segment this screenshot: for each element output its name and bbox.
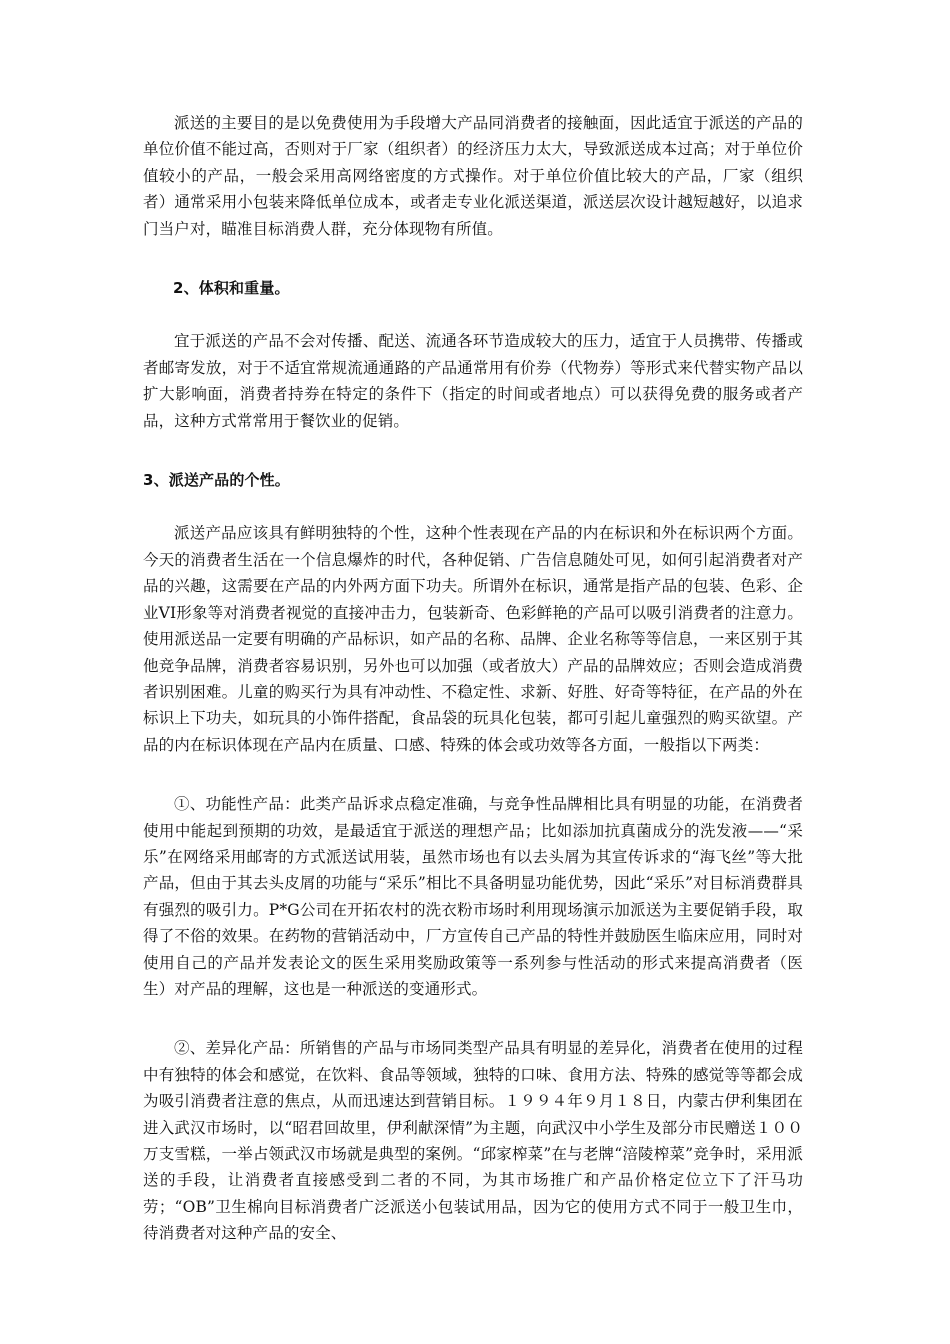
paragraph-functional-products: ①、功能性产品：此类产品诉求点稳定准确，与竞争性品牌相比具有明显的功能，在消费者使用中能起到预期的功效，是最适宜于派送的理想产品；比如添加抗真菌成分的洗发液——“采乐”在网络采用邮寄的方式派送试用装，虽然市场也有以去头屑为其宣传诉求的“海飞丝”等大批产品，但由于其去头皮屑的功能与“采乐”相比不具备明显功能优势，因此“采乐”对目标消费群具有强烈的吸引力。P*G公司在开拓农村的洗衣粉市场时利用现场演示加派送为主要促销手段，取得了不俗的效果。在药物的营销活动中，厂方宣传自己产品的特性并鼓励医生临床应用，同时对使用自己的产品并发表论文的医生采用奖励政策等一系列参与性活动的形式来提高消费者（医生）对产品的理解，这也是一种派送的变通形式。 (143, 795, 803, 998)
heading-spacer (143, 493, 803, 520)
heading-volume-weight: 2、体积和重量。 (173, 279, 290, 298)
document-page (143, 110, 803, 1247)
paragraph-product-personality: 派送产品应该具有鲜明独特的个性，这种个性表现在产品的内在标识和外在标识两个方面。今天的消费者生活在一个信息爆炸的时代，各种促销、广告信息随处可见，如何引起消费者对产品的兴趣，这需要在产品的内外两方面下功夫。所谓外在标识，通常是指产品的包装、色彩、企业VI形象等对消费者视觉的直接冲击力，包装新奇、色彩鲜艳的产品可以吸引消费者的注意力。使用派送品一定要有明确的产品标识，如产品的名称、品牌、企业名称等等信息，一来区别于其他竞争品牌，消费者容易识别，另外也可以加强（或者放大）产品的品牌效应；否则会造成消费者识别困难。儿童的购买行为具有冲动性、不稳定性、求新、好胜、好奇等特征，在产品的外在标识上下功夫，如玩具的小饰件搭配，食品袋的玩具化包装，都可引起儿童强烈的购买欲望。产品的内在标识体现在产品内在质量、口感、特殊的体会或功效等各方面，一般指以下两类： (143, 524, 803, 754)
heading-spacer (143, 301, 803, 328)
heading-product-personality: 3、派送产品的个性。 (143, 471, 290, 490)
paragraph-volume-weight: 宜于派送的产品不会对传播、配送、流通各环节造成较大的压力，适宜于人员携带、传播或者邮寄发放，对于不适宜常规流通通路的产品通常用有价券（代物券）等形式来代替实物产品以扩大影响面，消费者持券在特定的条件下（指定的时间或者地点）可以获得免费的服务或者产品，这种方式常常用于餐饮业的促销。 (143, 332, 803, 430)
paragraph-differentiated-products: ②、差异化产品：所销售的产品与市场同类型产品具有明显的差异化，消费者在使用的过程中有独特的体会和感觉，在饮料、食品等领域，独特的口味、食用方法、特殊的感觉等等都会成为吸引消费者注意的焦点，从而迅速达到营销目标。１９９４年９月１８日，内蒙古伊利集团在进入武汉市场时，以“昭君回故里，伊利献深情”为主题，向武汉中小学生及部分市民赠送１００万支雪糕，一举占领武汉市场就是典型的案例。“邱家榨菜”在与老牌“涪陵榨菜”竞争时，采用派送的手段，让消费者直接感受到二者的不同，为其市场推广和产品价格定位立下了汗马功劳；“OB”卫生棉向目标消费者广泛派送小包装试用品，因为它的使用方式不同于一般卫生巾，待消费者对这种产品的安全、 (143, 1039, 803, 1243)
paragraph-spacer (143, 1002, 803, 1035)
paragraph-dispatch-purpose: 派送的主要目的是以免费使用为手段增大产品同消费者的接触面，因此适宜于派送的产品的单位价值不能过高，否则对于厂家（组织者）的经济压力太大，导致派送成本过高；对于单位价值较小的产品，一般会采用高网络密度的方式操作。对于单位价值比较大的产品，厂家（组织者）通常采用小包装来降低单位成本，或者走专业化派送渠道，派送层次设计越短越好，以追求门当户对，瞄准目标消费人群，充分体现物有所值。 (143, 114, 803, 238)
paragraph-spacer (143, 242, 803, 275)
paragraph-spacer (143, 758, 803, 791)
paragraph-spacer (143, 434, 803, 467)
